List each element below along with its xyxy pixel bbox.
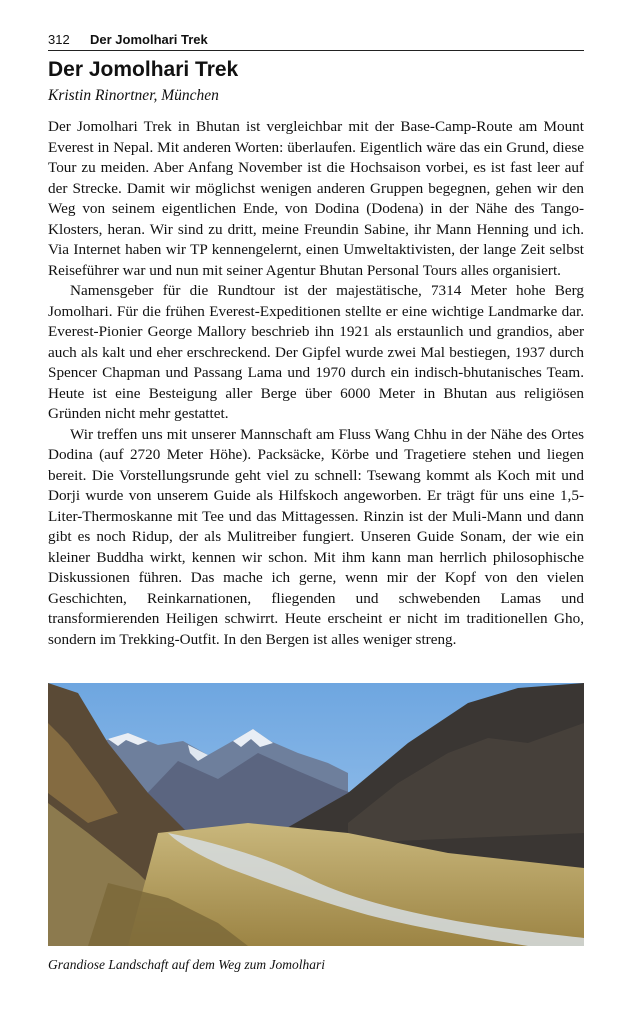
page-number: 312 xyxy=(48,32,70,47)
running-head xyxy=(48,30,584,51)
article-body xyxy=(48,117,584,650)
landscape-photo xyxy=(48,683,584,946)
article-title: Der Jomolhari Trek xyxy=(48,58,239,81)
paragraph-2: Namensgeber für die Rundtour ist der majestätische, 7314 Meter hohe Berg Jomolhari. Für die frühen Everest-Expeditionen stellte er eine wichtige Landmarke dar. Everest-Pionier George Mallory beschrieb ihn 1921 als erstaunlich und grandios, aber auch als kalt und eher erschreckend. Der Gipfel wurde zwei Mal bestiegen, 1937 durch Spencer Chapman und Passang Lama und 1970 durch ein indisch-bhutanisches Team. Heute ist eine Besteigung aller Berge über 6000 Meter in Bhutan aus religiösen Gründen nicht mehr gestattet. xyxy=(48,282,584,422)
article-author: Kristin Rinortner, München xyxy=(48,87,219,104)
paragraph-1: Der Jomolhari Trek in Bhutan ist vergleichbar mit der Base-Camp-Route am Mount Everest in Nepal. Mit anderen Worten: überlaufen. Eigentlich wäre das ein Grund, diese Tour zu meiden. Aber Anfang November ist die Hochsaison vorbei, es ist fast leer auf der Strecke. Damit wir möglichst wenigen anderen Gruppen begegnen, gehen wir den Weg von seinem eigentlichen Ende, von Dodina (Dodena) in der Nähe des Tango-Klosters, heran. Wir sind zu dritt, meine Freundin Sabine, ihr Mann Henning und ich. Via Internet haben wir TP kennengelernt, einen Umweltaktivisten, der lange Zeit selbst Reiseführer war und nun mit seiner Agentur Bhutan Personal Tours alles organisiert. xyxy=(48,118,584,279)
paragraph-3: Wir treffen uns mit unserer Mannschaft am Fluss Wang Chhu in der Nähe des Ortes Dodina (auf 2720 Meter Höhe). Packsäcke, Körbe und Tragetiere stehen und liegen bereit. Die Vorstellungsrunde geht viel zu schnell: Tsewang kommt als Koch mit und Dorji wurde von unserem Guide als Hilfskoch angeworben. Er trägt für uns eine 1,5-Liter-Thermoskanne mit Tee und das Mittagessen. Rinzin ist der Muli-Mann und dann gibt es noch Ridup, der als Mulitreiber fungiert. Unseren Guide Sonam, der wie ein kleiner Buddha wirkt, kennen wir schon. Mit ihm kann man herrlich philosophische Diskussionen führen. Das mache ich gerne, wenn mir der Kopf von den vielen Geschichten, Reinkarnationen, fliegenden und schwebenden Lamas und transformierenden Heiligen schwirrt. Heute erscheint er nicht im traditionellen Gho, sondern im Trekking-Outfit. In den Bergen ist alles weniger streng. xyxy=(48,425,584,648)
mountain-valley-illustration xyxy=(48,683,584,946)
running-head-title: Der Jomolhari Trek xyxy=(90,32,208,47)
figure-caption: Grandiose Landschaft auf dem Weg zum Jomolhari xyxy=(48,957,325,972)
